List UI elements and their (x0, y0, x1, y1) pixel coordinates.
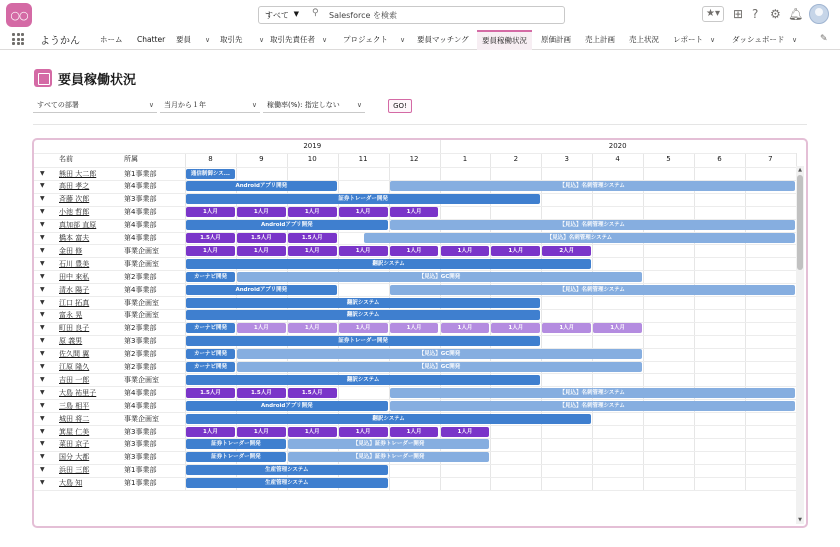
utilization-filter-value: 稼働率(%): 指定しない (267, 101, 340, 109)
assignment-bar[interactable]: 1.5人月 (237, 233, 286, 243)
assignment-bar[interactable]: 1人月 (390, 207, 439, 217)
assignment-bar[interactable]: 翻訳システム (186, 414, 591, 424)
chevron-down-icon[interactable]: ∨ (322, 36, 328, 44)
row-menu-icon[interactable]: ▼ (40, 427, 45, 435)
member-department: 事業企画室 (124, 259, 159, 268)
row-menu-icon[interactable]: ▼ (40, 311, 45, 319)
row-menu-icon[interactable]: ▼ (40, 453, 45, 461)
assignment-bar[interactable]: 証券トレーダー開発 (186, 194, 540, 204)
help-icon[interactable]: ? (752, 7, 759, 21)
period-filter[interactable] (160, 98, 260, 113)
assignment-bar[interactable]: 翻訳システム (186, 298, 540, 308)
table-row (34, 451, 796, 464)
nav-item-10[interactable]: 売上状況 (629, 35, 659, 44)
row-menu-icon[interactable]: ▼ (40, 440, 45, 448)
nav-item-6[interactable]: 要員マッチング (417, 35, 469, 44)
assignment-bar[interactable]: 1.5人月 (186, 233, 235, 243)
org-logo-text: ○○ (10, 8, 28, 22)
assignment-bar[interactable]: Androidアプリ開発 (186, 401, 388, 411)
nav-item-7[interactable]: 要員稼働状況 (477, 30, 532, 50)
chevron-down-icon[interactable]: ∨ (205, 36, 211, 44)
assignment-bar[interactable]: 1人月 (390, 427, 439, 437)
month-header: 10 (307, 155, 317, 163)
avatar[interactable] (809, 4, 829, 24)
member-name-link[interactable]: 江口 拓真 (59, 298, 90, 307)
row-menu-icon[interactable]: ▼ (40, 272, 45, 280)
member-department: 事業企画室 (124, 375, 159, 384)
assignment-bar[interactable]: 1人月 (491, 246, 540, 256)
month-header: 2 (513, 155, 519, 163)
row-menu-icon[interactable]: ▼ (40, 285, 45, 293)
member-name-link[interactable]: 清水 陽子 (59, 285, 90, 294)
assignment-bar[interactable]: 1人月 (441, 246, 490, 256)
table-row (34, 400, 796, 413)
member-department: 第1事業部 (124, 169, 157, 178)
add-icon[interactable]: ⊞ (733, 7, 744, 21)
scroll-thumb[interactable] (797, 175, 803, 270)
column-header-dept: 所属 (124, 155, 138, 163)
row-menu-icon[interactable]: ▼ (40, 169, 45, 177)
table-row (34, 464, 796, 477)
row-menu-icon[interactable]: ▼ (40, 466, 45, 474)
member-department: 第4事業部 (124, 221, 157, 230)
assignment-bar[interactable]: 1人月 (186, 246, 235, 256)
member-department: 第3事業部 (124, 427, 157, 436)
search-scope-select[interactable] (258, 6, 304, 24)
member-department: 第2事業部 (124, 324, 157, 333)
assignment-bar[interactable]: 【見込】名刺管理システム (390, 220, 795, 230)
assignment-bar[interactable]: 【見込】名刺管理システム (390, 388, 795, 398)
assignment-bar[interactable]: Androidアプリ開発 (186, 220, 388, 230)
member-department: 第3事業部 (124, 337, 157, 346)
assignment-bar[interactable]: 1人月 (390, 323, 439, 333)
row-menu-icon[interactable]: ▼ (40, 324, 45, 332)
row-menu-icon[interactable]: ▼ (40, 259, 45, 267)
assignment-bar[interactable]: Androidアプリ開発 (186, 285, 337, 295)
chevron-down-icon[interactable]: ∨ (400, 36, 406, 44)
table-row (34, 180, 796, 193)
nav-item-2[interactable]: 要員 (176, 35, 191, 44)
table-row (34, 426, 796, 439)
assignment-bar[interactable]: 1人月 (288, 246, 337, 256)
chevron-down-icon: ∨ (356, 101, 362, 109)
nav-item-5[interactable]: プロジェクト (343, 35, 388, 44)
month-header: 3 (564, 155, 569, 163)
member-name-link[interactable]: 佐久間 翼 (59, 350, 90, 359)
assignment-bar[interactable]: 翻訳システム (186, 375, 540, 385)
period-filter-value: 当月から１年 (164, 101, 206, 109)
member-department: 第3事業部 (124, 195, 157, 204)
app-name: ようかん (40, 36, 80, 47)
member-name-link[interactable]: 浜田 三郎 (59, 466, 90, 475)
member-department: 第4事業部 (124, 182, 157, 191)
table-row (34, 335, 796, 348)
member-department: 第4事業部 (124, 208, 157, 217)
scroll-down-icon[interactable]: ▼ (798, 517, 802, 523)
global-search-input[interactable]: Salesforce を検索 (303, 6, 565, 24)
assignment-bar[interactable]: 1人月 (288, 323, 337, 333)
nav-item-9[interactable]: 売上計画 (585, 35, 615, 44)
assignment-bar[interactable]: 1人月 (441, 323, 490, 333)
assignment-bar[interactable]: 1人月 (491, 323, 540, 333)
row-menu-icon[interactable]: ▼ (40, 388, 45, 396)
assignment-bar[interactable]: Androidアプリ開発 (186, 181, 337, 191)
member-department: 第2事業部 (124, 272, 157, 281)
member-name-link[interactable]: 吉田 一郎 (59, 375, 90, 384)
assignment-bar[interactable]: 1.5人月 (288, 233, 337, 243)
assignment-bar[interactable]: 生産管理システム (186, 465, 388, 475)
app-launcher-icon[interactable] (12, 33, 24, 45)
utilization-gantt (32, 138, 808, 528)
member-department: 事業企画室 (124, 414, 159, 423)
month-header: 12 (409, 155, 419, 163)
global-header (0, 0, 840, 30)
department-filter[interactable] (33, 98, 157, 113)
assignment-bar[interactable]: 1人月 (542, 323, 591, 333)
member-department: 第4事業部 (124, 234, 157, 242)
row-menu-icon[interactable]: ▼ (40, 375, 45, 383)
member-name-link[interactable]: 富永 晃 (59, 311, 83, 320)
nav-item-8[interactable]: 原価計画 (541, 35, 571, 44)
chevron-down-icon: ∨ (251, 101, 257, 109)
assignment-bar[interactable]: 翻訳システム (186, 310, 540, 320)
member-name-link[interactable]: 大島 祐里子 (59, 388, 97, 397)
table-row (34, 168, 796, 181)
assignment-bar[interactable]: カーナビ開発 (186, 362, 235, 372)
assignment-bar[interactable]: 1人月 (237, 427, 286, 437)
row-menu-icon[interactable]: ▼ (40, 414, 45, 422)
chevron-down-icon: ∨ (148, 101, 154, 109)
column-header-name: 名前 (59, 155, 73, 163)
org-logo[interactable] (6, 3, 32, 27)
assignment-bar[interactable]: 1人月 (339, 207, 388, 217)
edit-nav-icon[interactable]: ✎ (820, 34, 828, 44)
assignment-bar[interactable]: 1人月 (288, 207, 337, 217)
member-department: 第4事業部 (124, 285, 157, 294)
scroll-up-icon[interactable]: ▲ (798, 167, 802, 173)
month-header: 8 (208, 155, 213, 163)
table-row (34, 348, 796, 361)
grid-row-line (34, 153, 796, 154)
bell-icon[interactable]: 🔔︎ (788, 7, 804, 21)
assignment-bar[interactable]: 通信制御シス... (186, 169, 235, 179)
nav-item-3[interactable]: 取引先 (220, 35, 243, 44)
row-menu-icon[interactable]: ▼ (40, 298, 45, 306)
assignment-bar[interactable]: 1.5人月 (186, 388, 235, 398)
member-department: 第3事業部 (124, 453, 157, 462)
table-row (34, 284, 796, 297)
nav-item-4[interactable]: 取引先責任者 (270, 35, 315, 44)
member-department: 第2事業部 (124, 350, 157, 359)
assignment-bar[interactable]: 1人月 (186, 207, 235, 217)
member-name-link[interactable]: 菜田 京子 (59, 440, 90, 449)
utilization-filter[interactable] (263, 98, 365, 113)
assignment-bar[interactable]: 1人月 (593, 323, 642, 333)
nav-item-12[interactable]: ダッシュボード (732, 35, 785, 44)
member-department: 第1事業部 (124, 466, 157, 475)
row-menu-icon[interactable]: ▼ (40, 182, 45, 190)
member-department: 事業企画室 (124, 311, 159, 320)
month-header: 5 (666, 155, 671, 163)
table-row (34, 232, 796, 245)
member-name-link[interactable]: 橋本 富夫 (59, 234, 90, 242)
table-row (34, 374, 796, 387)
member-department: 第4事業部 (124, 388, 157, 397)
assignment-bar[interactable]: 1人月 (339, 323, 388, 333)
favorites-star-icon[interactable]: ★▾ (702, 6, 724, 22)
table-row (34, 387, 796, 400)
month-header: 9 (259, 155, 264, 163)
row-menu-icon[interactable]: ▼ (40, 350, 45, 358)
month-header: 11 (358, 155, 368, 163)
assignment-bar[interactable]: カーナビ開発 (186, 272, 235, 282)
assignment-bar[interactable]: 翻訳システム (186, 259, 591, 269)
month-header: 4 (615, 155, 620, 163)
table-row (34, 245, 796, 258)
table-row (34, 477, 796, 490)
row-menu-icon[interactable]: ▼ (40, 479, 45, 487)
chevron-down-icon[interactable]: ∨ (710, 36, 716, 44)
member-name-link[interactable]: 城田 将二 (59, 414, 90, 423)
assignment-bar[interactable]: 【見込】証券トレーダー開発 (288, 439, 490, 449)
search-scope-label: すべて (265, 11, 289, 20)
row-menu-icon[interactable]: ▼ (40, 363, 45, 370)
page-title: 要員稼働状況 (58, 73, 137, 88)
row-menu-icon[interactable]: ▼ (40, 337, 45, 345)
assignment-bar[interactable]: 1人月 (237, 323, 286, 333)
member-department: 事業企画室 (124, 246, 159, 255)
assignment-bar[interactable]: 【見込】名刺管理システム (390, 401, 795, 411)
assignment-bar[interactable]: 2人月 (542, 246, 591, 256)
assignment-bar[interactable]: 1.5人月 (288, 388, 337, 398)
month-header: 1 (462, 155, 468, 163)
member-name-link[interactable]: 熊田 大二郎 (59, 169, 97, 178)
row-menu-icon[interactable]: ▼ (40, 401, 45, 409)
table-row (34, 297, 796, 310)
table-row (34, 322, 796, 335)
assignment-bar[interactable]: 証券トレーダー開発 (186, 452, 286, 462)
year-header: 2019 (303, 142, 322, 150)
chevron-down-icon[interactable]: ∨ (259, 36, 265, 44)
assignment-bar[interactable]: 【見込】証券トレーダー開発 (288, 452, 490, 462)
month-header: 7 (768, 155, 773, 163)
assignment-bar[interactable]: 【見込】名刺管理システム (390, 285, 795, 295)
member-department: 第1事業部 (124, 479, 157, 488)
member-name-link[interactable]: 真加部 直原 (59, 221, 97, 230)
member-name-link[interactable]: 町田 良子 (59, 324, 90, 333)
member-department: 第3事業部 (124, 440, 157, 449)
app-nav-bar (0, 30, 840, 50)
member-name-link[interactable]: 大島 知 (59, 479, 83, 488)
assignment-bar[interactable]: 【見込】GC開発 (237, 362, 642, 372)
table-row (34, 361, 796, 374)
year-header: 2020 (608, 142, 627, 150)
member-department: 事業企画室 (124, 298, 159, 307)
nav-item-11[interactable]: レポート (673, 35, 703, 44)
row-menu-icon[interactable]: ▼ (40, 208, 45, 216)
member-name-link[interactable]: 三島 相平 (59, 401, 90, 410)
table-row (34, 309, 796, 322)
table-row (34, 271, 796, 284)
assignment-bar[interactable]: 生産管理システム (186, 478, 388, 488)
member-name-link[interactable]: 金田 修 (59, 246, 83, 255)
member-department: 第4事業部 (124, 401, 157, 410)
member-department: 第2事業部 (124, 363, 157, 371)
member-name-link[interactable]: 小池 哲郎 (59, 208, 90, 217)
grid-column-line (440, 140, 441, 153)
assignment-bar[interactable]: カーナビ開発 (186, 323, 235, 333)
member-name-link[interactable]: 石川 豊美 (59, 259, 90, 268)
assignment-bar[interactable]: 【見込】名刺管理システム (390, 181, 795, 191)
gantt-grid (34, 140, 806, 526)
page-icon (34, 69, 52, 87)
month-header: 6 (717, 155, 722, 163)
table-row (34, 438, 796, 451)
assignment-bar[interactable]: 【見込】名刺管理システム (364, 233, 795, 243)
gear-icon[interactable]: ⚙ (770, 7, 781, 21)
assignment-bar[interactable]: 【見込】GC開発 (237, 272, 642, 282)
member-name-link[interactable]: 江原 隆久 (59, 363, 90, 371)
assignment-bar[interactable]: 1人月 (237, 207, 286, 217)
member-name-link[interactable]: 斉藤 次郎 (59, 195, 90, 204)
assignment-bar[interactable]: 1人月 (339, 246, 388, 256)
go-button[interactable]: GO! (388, 99, 412, 113)
row-menu-icon[interactable]: ▼ (40, 195, 45, 203)
row-menu-icon[interactable]: ▼ (40, 234, 45, 241)
table-row (34, 193, 796, 206)
assignment-bar[interactable]: 1人月 (441, 427, 490, 437)
divider (33, 124, 807, 125)
table-row (34, 413, 796, 426)
member-name-link[interactable]: 国分 大都 (59, 453, 90, 462)
assignment-bar[interactable]: 1人月 (237, 246, 286, 256)
assignment-bar[interactable]: 証券トレーダー開発 (186, 336, 540, 346)
assignment-bar[interactable]: 1人月 (390, 246, 439, 256)
assignment-bar[interactable]: 証券トレーダー開発 (186, 439, 286, 449)
table-row (34, 258, 796, 271)
member-name-link[interactable]: 田中 來私 (59, 272, 90, 281)
chevron-down-icon: ▼ (293, 10, 299, 18)
search-icon: ⚲ (312, 8, 319, 18)
member-name-link[interactable]: 箕屋 仁美 (59, 427, 90, 436)
vertical-scrollbar[interactable] (796, 166, 804, 524)
row-menu-icon[interactable]: ▼ (40, 246, 45, 254)
table-row (34, 219, 796, 232)
assignment-bar[interactable]: カーナビ開発 (186, 349, 235, 359)
assignment-bar[interactable]: 1人月 (339, 427, 388, 437)
nav-item-1[interactable]: Chatter (137, 35, 166, 44)
department-filter-value: すべての部署 (37, 101, 79, 109)
member-name-link[interactable]: 高田 孝之 (59, 182, 90, 191)
assignment-bar[interactable]: 【見込】GC開発 (237, 349, 642, 359)
row-menu-icon[interactable]: ▼ (40, 221, 45, 229)
assignment-bar[interactable]: 1.5人月 (237, 388, 286, 398)
table-row (34, 206, 796, 219)
assignment-bar[interactable]: 1人月 (186, 427, 235, 437)
assignment-bar[interactable]: 1人月 (288, 427, 337, 437)
member-name-link[interactable]: 原 義男 (59, 337, 83, 346)
nav-item-0[interactable]: ホーム (100, 35, 123, 44)
chevron-down-icon[interactable]: ∨ (792, 36, 798, 44)
